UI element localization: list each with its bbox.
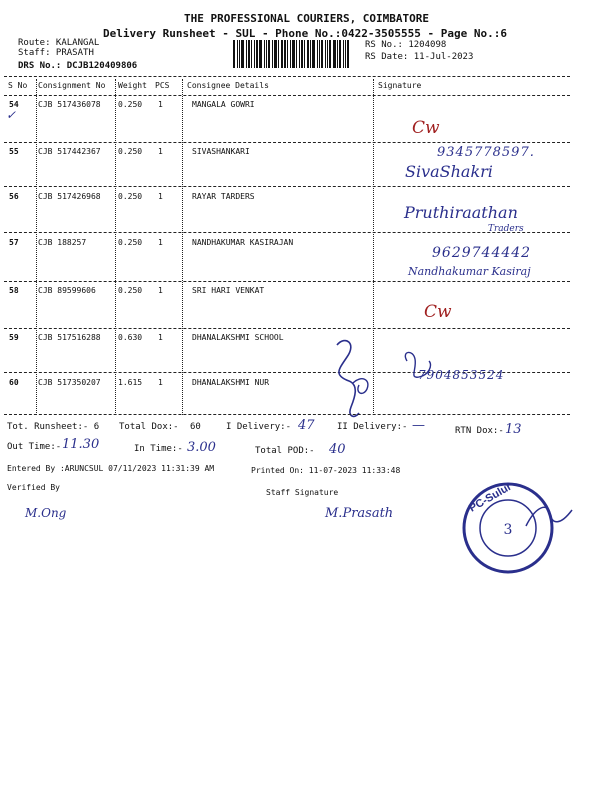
signature-56-note: Traders: [488, 224, 524, 234]
barcode-bar: [246, 40, 247, 68]
barcode-bar: [256, 40, 258, 68]
row-rule: [4, 232, 570, 233]
row-weight: 1.615: [118, 378, 143, 387]
row-sno: 55: [9, 147, 19, 156]
row-consignment: CJB 517350207: [38, 378, 101, 387]
row-rule: [4, 142, 570, 143]
row-rule: [4, 328, 570, 329]
in-time-label: In Time:-: [134, 444, 183, 454]
i-delivery-value: 47: [298, 418, 315, 433]
row-consignee: MANGALA GOWRI: [192, 100, 255, 109]
signature-58: Cw: [424, 302, 452, 322]
i-delivery-label: I Delivery:-: [226, 422, 292, 432]
barcode-bar: [307, 40, 309, 68]
barcode-bar: [327, 40, 328, 68]
barcode-bar: [304, 40, 305, 68]
barcode-bar: [287, 40, 288, 68]
row-sno: 57: [9, 238, 19, 247]
row-pcs: 1: [158, 238, 163, 247]
row-pcs: 1: [158, 286, 163, 295]
barcode-bar: [339, 40, 341, 68]
rtn-dox-label: RTN Dox:-: [455, 426, 504, 436]
row-pcs: 1: [158, 378, 163, 387]
out-time-label: Out Time:-: [7, 442, 62, 452]
total-dox-label: Total Dox:-: [119, 422, 179, 432]
row-consignee: RAYAR TARDERS: [192, 192, 255, 201]
row-weight: 0.250: [118, 286, 143, 295]
phone-57: 9629744442: [432, 245, 532, 261]
runsheet-subtitle: Delivery Runsheet - SUL - Phone No.:0422-3505555 - Page No.:6: [103, 27, 507, 40]
barcode-bar: [347, 40, 349, 68]
col-divider: [115, 79, 116, 415]
tot-runsheet: Tot. Runsheet:- 6: [7, 422, 100, 432]
row-consignee: DHANALAKSHMI SCHOOL: [192, 333, 284, 342]
stamp-number: 3: [503, 522, 513, 538]
row-consignment: CJB 517442367: [38, 147, 101, 156]
row-rule: [4, 281, 570, 282]
row-consignee: DHANALAKSHMI NUR: [192, 378, 270, 387]
total-pod-value: 40: [329, 442, 346, 457]
col-consignee: Consignee Details: [187, 81, 269, 90]
row-pcs: 1: [158, 192, 163, 201]
col-divider: [182, 79, 183, 415]
row-weight: 0.250: [118, 147, 143, 156]
drs-number: DRS No.: DCJB120409806: [18, 61, 138, 71]
row-consignee: SIVASHANKARI: [192, 147, 250, 156]
entered-by: Entered By :ARUNCSUL 07/11/2023 11:31:39 AM: [7, 464, 215, 473]
row-weight: 0.250: [118, 100, 143, 109]
barcode-bar: [345, 40, 346, 68]
barcode-bar: [251, 40, 252, 68]
row-sno: 58: [9, 286, 19, 295]
col-pcs: PCS: [155, 81, 170, 90]
row-weight: 0.250: [118, 192, 143, 201]
table-bottom-rule: [4, 414, 570, 415]
staff-signature: M.Prasath: [325, 506, 394, 521]
row-pcs: 1: [158, 333, 163, 342]
row-rule: [4, 186, 570, 187]
row-pcs: 1: [158, 147, 163, 156]
staff-label: Staff: PRASATH: [18, 48, 94, 58]
total-pod-label: Total POD:-: [255, 446, 315, 456]
barcode-bar: [292, 40, 295, 68]
row-consignment: CJB 89599606: [38, 286, 96, 295]
col-consignment: Consignment No: [38, 81, 106, 90]
row-pcs: 1: [158, 100, 163, 109]
in-time-value: 3.00: [187, 440, 216, 455]
stamp-text: PC-Sulur: [467, 480, 514, 515]
barcode-bar: [241, 40, 244, 68]
barcode-bar: [321, 40, 323, 68]
barcode-bar: [329, 40, 331, 68]
row-consignee: SRI HARI VENKAT: [192, 286, 265, 295]
stamp-initials-scribble: [520, 496, 580, 536]
barcode-bar: [284, 40, 286, 68]
ii-delivery-label: II Delivery:-: [337, 422, 408, 432]
barcode-bar: [299, 40, 300, 68]
barcode-bar: [259, 40, 262, 68]
barcode-bar: [254, 40, 255, 68]
row-sno: 56: [9, 192, 19, 201]
col-sno: S No: [8, 81, 28, 90]
barcode-bar: [317, 40, 318, 68]
signature-54: Cw: [412, 118, 440, 138]
barcode-bar: [272, 40, 273, 68]
barcode-bar: [290, 40, 291, 68]
barcode-bar: [237, 40, 238, 68]
row-weight: 0.250: [118, 238, 143, 247]
row-rule: [4, 95, 570, 96]
row-weight: 0.630: [118, 333, 143, 342]
barcode-bar: [310, 40, 311, 68]
barcode-bar: [239, 40, 240, 68]
barcode-bar: [325, 40, 326, 68]
table-top-rule: [4, 76, 570, 77]
signature-59-60-scribble: [325, 335, 515, 425]
col-weight: Weight: [118, 81, 147, 90]
company-title: THE PROFESSIONAL COURIERS, COIMBATORE: [184, 12, 430, 25]
barcode-bar: [233, 40, 235, 68]
barcode-bar: [301, 40, 303, 68]
barcode-bar: [268, 40, 270, 68]
signature-55: SivaShakri: [405, 162, 493, 181]
barcode-bar: [296, 40, 297, 68]
row-sno: 54: [9, 100, 19, 109]
barcode-bar: [337, 40, 338, 68]
row-consignment: CJB 188257: [38, 238, 87, 247]
signature-57: Nandhakumar Kasiraj: [408, 265, 531, 278]
phone-60: 7904853524: [418, 368, 505, 382]
barcode-bar: [312, 40, 315, 68]
row-consignment: CJB 517426968: [38, 192, 101, 201]
signature-56: Pruthiraathan: [404, 203, 518, 222]
barcode-bar: [333, 40, 336, 68]
printed-on: Printed On: 11-07-2023 11:33:48: [251, 466, 401, 475]
rtn-dox-value: 13: [505, 422, 522, 437]
row-consignment: CJB 517436078: [38, 100, 101, 109]
verified-by-signature: M.Ong: [25, 506, 67, 520]
barcode-bar: [343, 40, 344, 68]
ii-delivery-value: —: [412, 418, 425, 433]
col-signature: Signature: [378, 81, 422, 90]
tick-mark: ✓: [6, 108, 17, 122]
barcode-bar: [274, 40, 277, 68]
out-time-value: 11.30: [62, 437, 100, 452]
barcode-bar: [248, 40, 250, 68]
barcode-bar: [278, 40, 279, 68]
rs-date: RS Date: 11-Jul-2023: [365, 52, 474, 62]
route-label: Route: KALANGAL: [18, 38, 100, 48]
total-dox-value: 60: [190, 422, 201, 432]
col-divider: [36, 79, 37, 415]
barcode: [233, 40, 353, 68]
phone-55: 9345778597.: [437, 145, 535, 160]
barcode-bar: [266, 40, 267, 68]
verified-by-label: Verified By: [7, 483, 60, 492]
row-consignment: CJB 517516288: [38, 333, 101, 342]
barcode-bar: [264, 40, 265, 68]
row-sno: 59: [9, 333, 19, 342]
rs-number: RS No.: 1204098: [365, 40, 447, 50]
barcode-bar: [281, 40, 283, 68]
row-consignee: NANDHAKUMAR KASIRAJAN: [192, 238, 294, 247]
barcode-bar: [319, 40, 320, 68]
staff-signature-label: Staff Signature: [266, 488, 339, 497]
row-sno: 60: [9, 378, 19, 387]
